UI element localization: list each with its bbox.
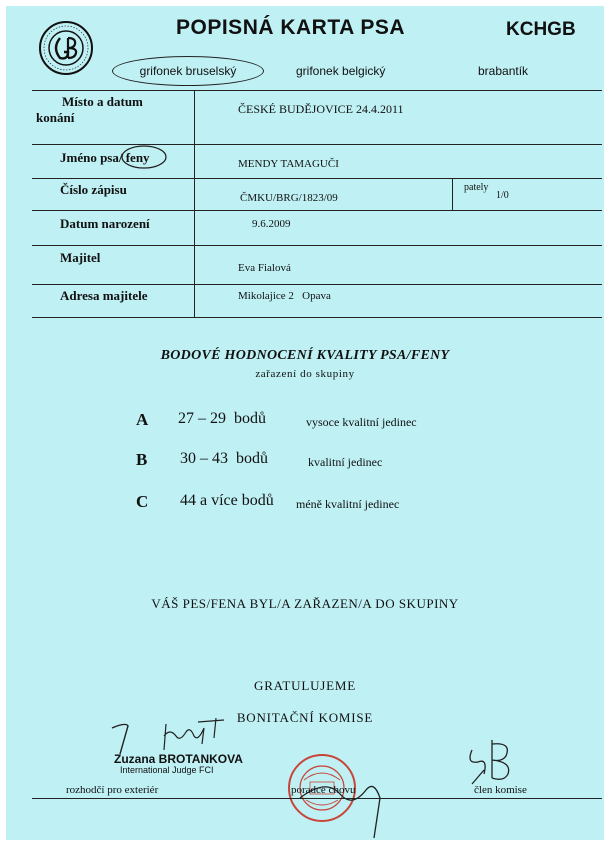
group-description: vysoce kvalitní jedinec (306, 415, 417, 429)
table-divider (32, 284, 602, 285)
table-divider (32, 144, 602, 145)
group-assignment-text: VÁŠ PES/FENA BYL/A ZAŘAZEN/A DO SKUPINY (151, 596, 459, 611)
breed-option-brabantik: brabantík (478, 64, 529, 78)
table-divider (32, 317, 602, 318)
venue-label-line2: konání (36, 110, 75, 125)
group-letter: C (136, 492, 149, 511)
group-letter: A (136, 410, 149, 429)
dog-name-value: MENDY TAMAGUČI (238, 158, 339, 170)
group-range: 30 – 43 bodů (180, 450, 268, 467)
signature-line (32, 798, 602, 799)
congratulations-text: GRATULUJEME (254, 678, 356, 693)
circled-feny-mark (120, 144, 168, 170)
committee-text: BONITAČNÍ KOMISE (236, 710, 374, 725)
registration-label: Číslo zápisu (60, 182, 127, 197)
registration-value: ČMKU/BRG/1823/09 (240, 192, 338, 204)
advisor-role-label: poradce chovu (291, 784, 356, 796)
owner-value: Eva Fialová (238, 262, 291, 274)
scoring-subtitle: zařazení do skupiny (255, 368, 355, 380)
card-title: POPISNÁ KARTA PSA (176, 16, 406, 39)
group-range: 44 a více bodů (180, 492, 274, 509)
group-range: 27 – 29 bodů (178, 410, 266, 427)
birth-date-label: Datum narození (60, 216, 150, 231)
club-code: KCHGB (506, 19, 576, 40)
owner-address-label: Adresa majitele (60, 288, 148, 303)
owner-label: Majitel (60, 250, 101, 265)
club-logo-icon (38, 20, 94, 76)
judge-name: Zuzana BROTANKOVA (114, 752, 243, 766)
info-table (32, 90, 602, 318)
group-description: méně kvalitní jedinec (296, 497, 400, 511)
venue-label-line1: Místo a datum (62, 94, 143, 109)
dog-name-label: Jméno psa/ feny (60, 150, 150, 165)
judge-title: International Judge FCI (120, 765, 214, 775)
venue-value: ČESKÉ BUDĚJOVICE 24.4.2011 (238, 102, 404, 116)
description-card (6, 6, 604, 840)
table-column-divider (452, 178, 453, 210)
table-divider (32, 178, 602, 179)
pately-label: pately (464, 182, 489, 193)
breed-option-belgicky: grifonek belgický (296, 64, 386, 78)
pately-value: 1/0 (496, 190, 509, 201)
table-divider (32, 210, 602, 211)
judge-role-label: rozhodčí pro exteriér (66, 784, 159, 796)
owner-address-value: Mikolajice 2 Opava (238, 290, 331, 302)
table-divider (32, 90, 602, 91)
table-column-divider (194, 90, 195, 317)
group-description: kvalitní jedinec (308, 455, 383, 469)
table-divider (32, 245, 602, 246)
member-signature-icon (462, 734, 532, 790)
breed-option-bruselsky: grifonek bruselský (112, 56, 264, 86)
birth-date-value: 9.6.2009 (252, 218, 291, 230)
advisor-signature-icon (296, 768, 406, 840)
member-role-label: člen komise (474, 784, 527, 796)
scoring-title: BODOVÉ HODNOCENÍ KVALITY PSA/FENY (160, 348, 450, 363)
group-letter: B (136, 450, 148, 469)
